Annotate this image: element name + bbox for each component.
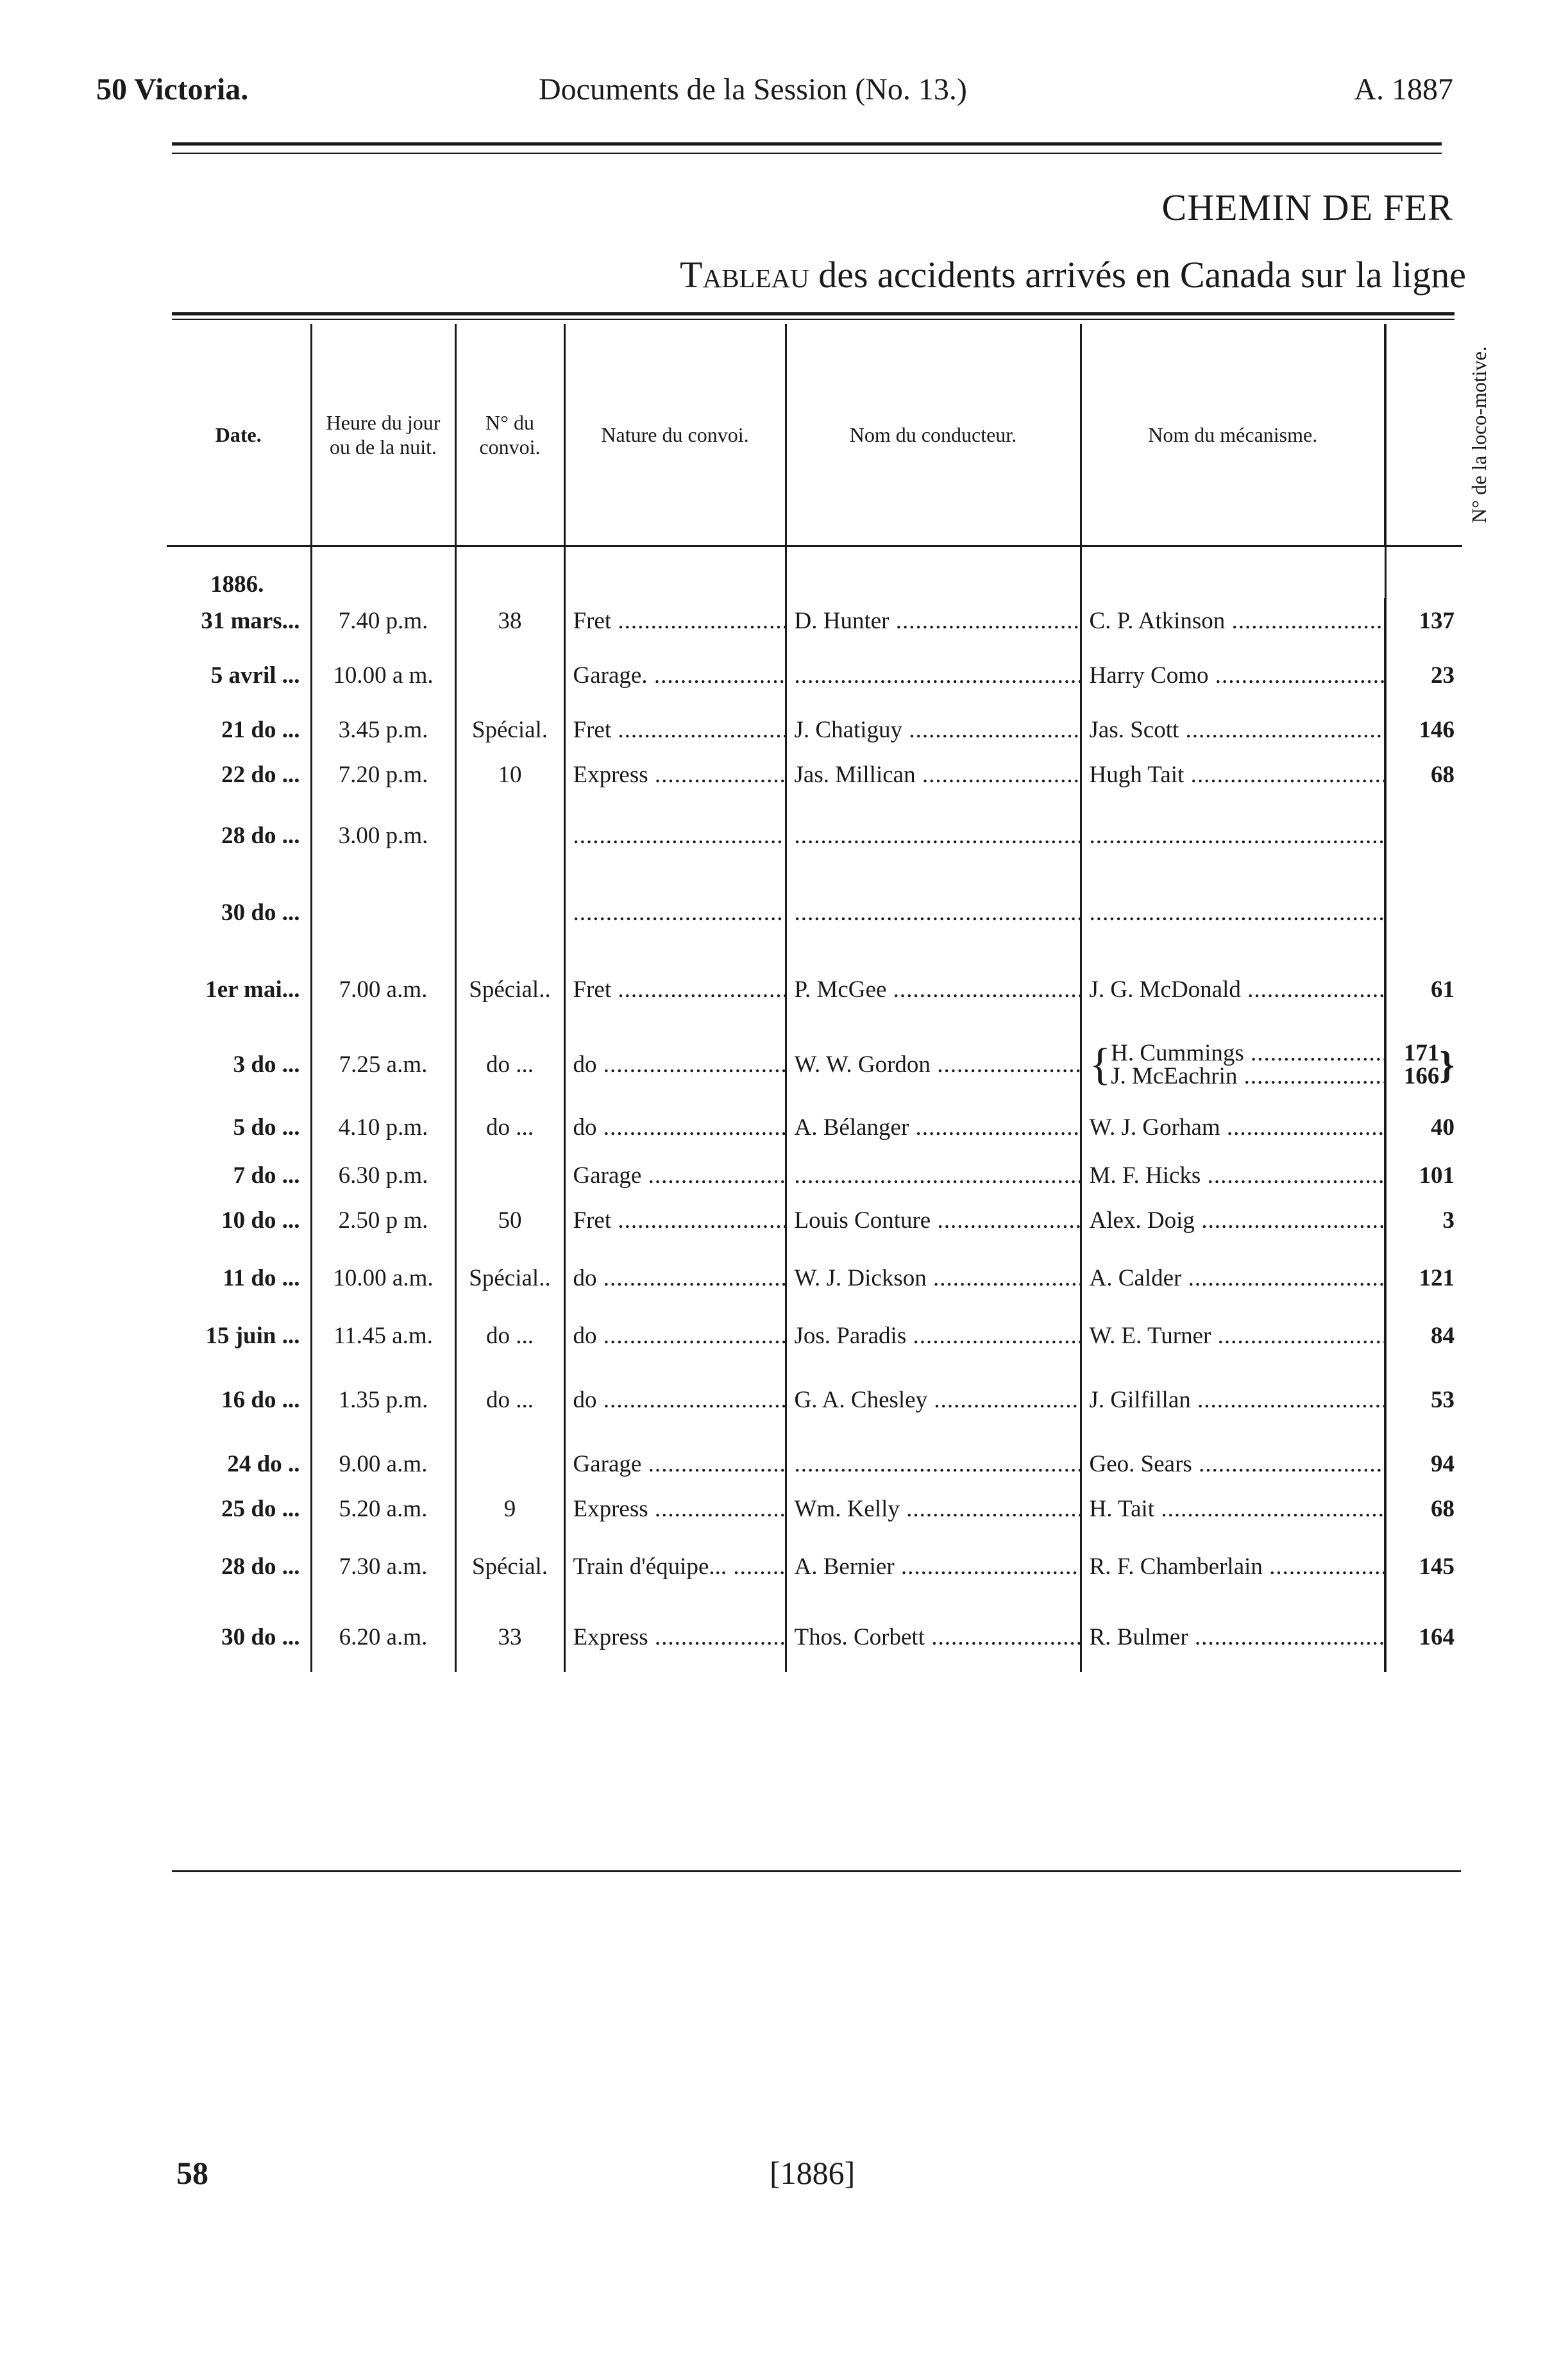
cell-mecanicien	[1081, 1028, 1385, 1102]
cell-nature	[564, 951, 786, 1028]
cell-date-text: 28 do ...	[221, 822, 300, 849]
cell-conducteur	[786, 1243, 1081, 1313]
cell-date	[167, 797, 311, 874]
accidents-table	[167, 324, 1490, 1672]
cell-conducteur-text: Louis Conture	[794, 1207, 931, 1234]
cell-loco	[1385, 1441, 1462, 1486]
cell-date-text: 30 do ...	[221, 899, 300, 926]
cell-mecanicien-text: Jas. Scott	[1089, 716, 1179, 743]
table-row	[167, 874, 1462, 951]
cell-loco	[1385, 951, 1462, 1028]
cell-heure	[311, 1602, 455, 1672]
cell-nature-text: Fret	[573, 1207, 612, 1234]
cell-loco	[1385, 1153, 1462, 1198]
cell-heure	[311, 797, 455, 874]
table-row	[167, 1313, 1462, 1358]
cell-mecanicien-text: W. J. Gorham	[1089, 1114, 1220, 1141]
cell-heure	[311, 1486, 455, 1531]
cell-mecanicien-text: J. McEachrin	[1111, 1062, 1238, 1089]
cell-date-text: 28 do ...	[221, 1553, 300, 1580]
cell-loco-text: 101	[1419, 1162, 1454, 1189]
header-rule-bottom	[172, 153, 1442, 154]
cell-loco	[1385, 874, 1462, 951]
cell-mecanicien	[1081, 951, 1385, 1028]
cell-date	[167, 598, 311, 643]
cell-mecanicien	[1081, 1531, 1385, 1602]
table-row	[167, 951, 1462, 1028]
table-row	[167, 1102, 1462, 1153]
cell-mecanicien-text: J. Gilfillan	[1089, 1386, 1191, 1413]
cell-loco-text: 3	[1442, 1207, 1454, 1234]
cell-heure-text: 7.40 p.m.	[338, 607, 428, 634]
cell-heure	[311, 1358, 455, 1441]
year-row	[167, 546, 1462, 599]
cell-loco	[1385, 1531, 1462, 1602]
cell-heure	[311, 643, 455, 707]
cell-loco	[1385, 707, 1462, 752]
cell-date-text: 5 do ...	[233, 1114, 300, 1141]
cell-nature	[564, 1102, 786, 1153]
cell-date	[167, 1028, 311, 1102]
caption-smallcaps: Tableau	[680, 254, 809, 296]
cell-conducteur	[786, 1198, 1081, 1243]
cell-mecanicien-text: Harry Como	[1089, 662, 1209, 689]
cell-mecanicien-text: R. Bulmer	[1089, 1623, 1188, 1650]
cell-convoi	[455, 951, 564, 1028]
cell-heure-text: 10.00 a.m.	[333, 1264, 434, 1291]
cell-loco-text: 121	[1419, 1264, 1454, 1291]
cell-loco	[1385, 752, 1462, 797]
cell-mecanicien-text: J. G. McDonald	[1089, 976, 1241, 1003]
cell-date	[167, 1486, 311, 1531]
cell-loco	[1385, 1358, 1462, 1441]
cell-loco-text: 68	[1431, 761, 1454, 788]
cell-date	[167, 1102, 311, 1153]
cell-convoi-text: do ...	[486, 1052, 534, 1078]
cell-conducteur-text: W. J. Dickson	[794, 1264, 927, 1291]
cell-date-text: 24 do ..	[227, 1450, 300, 1477]
cell-date	[167, 1602, 311, 1672]
table-row	[167, 707, 1462, 752]
cell-nature-text: do	[573, 1114, 597, 1141]
cell-heure-text: 7.25 a.m.	[339, 1052, 428, 1078]
cell-mecanicien	[1081, 797, 1385, 874]
cell-conducteur	[786, 598, 1081, 643]
cell-date-text: 25 do ...	[221, 1495, 300, 1522]
cell-nature-text: do	[573, 1264, 597, 1291]
cell-date-text: 31 mars...	[201, 607, 300, 634]
cell-loco-text: 94	[1431, 1450, 1454, 1477]
cell-convoi	[455, 874, 564, 951]
cell-heure-text: 7.20 p.m.	[338, 761, 428, 788]
cell-conducteur-text: A. Bernier	[794, 1553, 895, 1580]
col-convoi: N° du convoi.	[455, 324, 564, 546]
cell-mecanicien-text: H. Cummings	[1111, 1039, 1244, 1066]
table-row	[167, 797, 1462, 874]
cell-heure	[311, 707, 455, 752]
cell-loco-text: 166	[1403, 1062, 1440, 1089]
col-mecanicien: Nom du mécanisme.	[1081, 324, 1385, 546]
cell-date-text: 11 do ...	[223, 1264, 300, 1291]
cell-date	[167, 1358, 311, 1441]
cell-date-text: 21 do ...	[221, 716, 300, 743]
cell-heure	[311, 1531, 455, 1602]
cell-heure-text: 9.00 a.m.	[339, 1450, 428, 1477]
cell-heure-text: 2.50 p m.	[338, 1207, 428, 1234]
cell-date	[167, 1198, 311, 1243]
cell-convoi-text: do ...	[486, 1322, 534, 1349]
table-row	[167, 1243, 1462, 1313]
cell-mecanicien	[1081, 707, 1385, 752]
cell-nature	[564, 1198, 786, 1243]
cell-convoi	[455, 1486, 564, 1531]
cell-convoi-text: do ...	[486, 1386, 534, 1413]
col-date: Date.	[167, 324, 311, 546]
cell-mecanicien-text: C. P. Atkinson	[1089, 607, 1226, 634]
cell-date	[167, 1441, 311, 1486]
cell-date-text: 22 do ...	[221, 761, 300, 788]
cell-heure-text: 4.10 p.m.	[338, 1114, 428, 1141]
cell-nature	[564, 1313, 786, 1358]
cell-loco-text: 137	[1419, 607, 1454, 634]
cell-nature-text: Garage	[573, 1450, 642, 1477]
cell-conducteur	[786, 1602, 1081, 1672]
table-row	[167, 1441, 1462, 1486]
cell-heure	[311, 752, 455, 797]
cell-conducteur-text: D. Hunter	[794, 607, 890, 634]
cell-nature-text: Train d'équipe...	[573, 1553, 727, 1580]
cell-convoi	[455, 797, 564, 874]
cell-mecanicien	[1081, 1441, 1385, 1486]
cell-conducteur-text: Jos. Paradis	[794, 1322, 907, 1349]
cell-nature	[564, 874, 786, 951]
cell-loco-text: 145	[1419, 1553, 1454, 1580]
cell-heure-text: 3.45 p.m.	[338, 716, 428, 743]
cell-conducteur	[786, 951, 1081, 1028]
cell-nature-text: do	[573, 1386, 597, 1413]
cell-conducteur-text: P. McGee	[794, 976, 887, 1003]
cell-loco-text: 40	[1431, 1114, 1454, 1141]
cell-heure	[311, 1102, 455, 1153]
cell-date-text: 7 do ...	[233, 1162, 300, 1189]
cell-nature-text: do	[573, 1322, 597, 1349]
cell-date-text: 1er mai...	[205, 976, 300, 1003]
cell-conducteur	[786, 1028, 1081, 1102]
cell-conducteur-text: A. Bélanger	[794, 1114, 909, 1141]
cell-loco	[1385, 598, 1462, 643]
table-row	[167, 1358, 1462, 1441]
cell-convoi	[455, 1243, 564, 1313]
year-label: 1886.	[210, 571, 264, 598]
cell-heure-text: 10.00 a m.	[333, 662, 434, 689]
col-heure: Heure du jour ou de la nuit.	[311, 324, 455, 546]
table-row	[167, 1602, 1462, 1672]
cell-nature-text: Fret	[573, 716, 612, 743]
cell-loco-text: 164	[1419, 1623, 1454, 1650]
cell-date	[167, 643, 311, 707]
cell-convoi	[455, 1531, 564, 1602]
cell-conducteur	[786, 707, 1081, 752]
header-rule-top	[172, 142, 1442, 146]
cell-nature	[564, 643, 786, 707]
cell-mecanicien	[1081, 874, 1385, 951]
cell-convoi	[455, 707, 564, 752]
cell-convoi	[455, 598, 564, 643]
cell-convoi	[455, 1358, 564, 1441]
cell-heure-text: 1.35 p.m.	[338, 1386, 428, 1413]
cell-mecanicien	[1081, 1243, 1385, 1313]
cell-mecanicien	[1081, 598, 1385, 643]
cell-nature	[564, 1153, 786, 1198]
table-rule-bottom	[172, 1870, 1461, 1872]
cell-date	[167, 752, 311, 797]
cell-nature-text: do	[573, 1052, 597, 1078]
cell-heure-text: 6.20 a.m.	[339, 1623, 428, 1650]
cell-mecanicien	[1081, 1198, 1385, 1243]
table-row	[167, 752, 1462, 797]
cell-conducteur	[786, 1358, 1081, 1441]
cell-nature-text: Garage	[573, 1162, 642, 1189]
cell-convoi-text: 38	[498, 607, 522, 634]
cell-loco	[1385, 1198, 1462, 1243]
cell-date-text: 15 juin ...	[205, 1322, 300, 1349]
cell-loco	[1385, 1243, 1462, 1313]
cell-conducteur-text: Thos. Corbett	[794, 1623, 925, 1650]
cell-date	[167, 707, 311, 752]
cell-heure	[311, 1313, 455, 1358]
cell-conducteur	[786, 1102, 1081, 1153]
cell-conducteur	[786, 874, 1081, 951]
cell-convoi-text: 10	[498, 761, 522, 788]
cell-conducteur-text: Jas. Millican	[794, 761, 916, 788]
cell-conducteur-text: J. Chatiguy	[794, 716, 903, 743]
cell-loco-text: 146	[1419, 716, 1454, 743]
footer-year: [1886]	[770, 2155, 856, 2191]
cell-heure	[311, 951, 455, 1028]
cell-mecanicien	[1081, 1313, 1385, 1358]
cell-convoi-text: do ...	[486, 1114, 534, 1141]
cell-convoi	[455, 1441, 564, 1486]
table-row	[167, 1028, 1462, 1102]
header-left: 50 Victoria.	[96, 72, 249, 106]
table-rule-top	[172, 312, 1454, 315]
cell-heure	[311, 1441, 455, 1486]
cell-conducteur-text: Wm. Kelly	[794, 1495, 900, 1522]
col-nature: Nature du convoi.	[564, 324, 786, 546]
cell-loco	[1385, 1602, 1462, 1672]
cell-mecanicien-text: Geo. Sears	[1089, 1450, 1192, 1477]
cell-heure-text: 3.00 p.m.	[338, 822, 428, 849]
table-row	[167, 1153, 1462, 1198]
cell-nature	[564, 1243, 786, 1313]
cell-nature	[564, 1358, 786, 1441]
table-row	[167, 1198, 1462, 1243]
cell-conducteur-text: G. A. Chesley	[794, 1386, 928, 1413]
cell-heure	[311, 598, 455, 643]
cell-nature	[564, 1486, 786, 1531]
col-locomotive-label: N° de la loco-motive.	[1467, 346, 1490, 523]
header-right: A. 1887	[1354, 72, 1453, 106]
cell-nature	[564, 797, 786, 874]
cell-loco-text: 61	[1431, 976, 1454, 1003]
cell-mecanicien	[1081, 1102, 1385, 1153]
cell-convoi	[455, 1102, 564, 1153]
cell-conducteur	[786, 1153, 1081, 1198]
cell-loco	[1385, 1486, 1462, 1531]
cell-mecanicien-text: H. Tait	[1089, 1495, 1155, 1522]
cell-convoi-text: 33	[498, 1623, 522, 1650]
cell-date	[167, 951, 311, 1028]
cell-mecanicien-text: Hugh Tait	[1089, 761, 1185, 788]
cell-heure-text: 7.30 a.m.	[339, 1553, 428, 1580]
brace-right: }	[1439, 1043, 1454, 1086]
cell-conducteur	[786, 1486, 1081, 1531]
cell-loco	[1385, 1028, 1462, 1102]
cell-loco	[1385, 643, 1462, 707]
cell-mecanicien-text: M. F. Hicks	[1089, 1162, 1201, 1189]
cell-nature	[564, 1441, 786, 1486]
cell-nature	[564, 707, 786, 752]
cell-nature-text: Fret	[573, 607, 612, 634]
cell-date-text: 3 do ...	[233, 1052, 300, 1078]
cell-mecanicien	[1081, 1153, 1385, 1198]
cell-mecanicien	[1081, 643, 1385, 707]
cell-convoi	[455, 1602, 564, 1672]
cell-nature	[564, 752, 786, 797]
table-header-row	[167, 324, 1462, 546]
cell-mecanicien-text: R. F. Chamberlain	[1089, 1553, 1263, 1580]
cell-mecanicien-text: W. E. Turner	[1089, 1322, 1211, 1349]
cell-date-text: 30 do ...	[221, 1623, 300, 1650]
col-conducteur: Nom du conducteur.	[786, 324, 1081, 546]
table-rule-top-thin	[172, 319, 1454, 320]
cell-date	[167, 1243, 311, 1313]
cell-nature	[564, 1531, 786, 1602]
cell-conducteur	[786, 1441, 1081, 1486]
cell-nature-text: Express	[573, 1623, 648, 1650]
cell-conducteur	[786, 643, 1081, 707]
cell-loco	[1385, 797, 1462, 874]
cell-mecanicien-text: A. Calder	[1089, 1264, 1182, 1291]
cell-heure-text: 7.00 a.m.	[339, 976, 428, 1003]
cell-date	[167, 1531, 311, 1602]
cell-convoi	[455, 1198, 564, 1243]
page-number: 58	[176, 2155, 208, 2191]
cell-convoi-text: 9	[503, 1495, 516, 1522]
cell-loco-text: 171	[1403, 1039, 1440, 1066]
cell-nature-text: Garage.	[573, 662, 648, 689]
cell-mecanicien	[1081, 1486, 1385, 1531]
cell-mecanicien	[1081, 752, 1385, 797]
cell-nature-text: Express	[573, 1495, 648, 1522]
caption-rest: des accidents arrivés en Canada sur la ligne	[818, 254, 1466, 296]
cell-mecanicien	[1081, 1602, 1385, 1672]
cell-convoi-text: Spécial.	[471, 716, 548, 743]
cell-convoi-text: Spécial.	[471, 1553, 548, 1580]
cell-loco-text: 23	[1431, 662, 1454, 689]
cell-heure	[311, 874, 455, 951]
cell-date	[167, 874, 311, 951]
cell-loco-text: 84	[1431, 1322, 1454, 1349]
table-row	[167, 598, 1462, 643]
cell-convoi-text: Spécial..	[469, 976, 551, 1003]
cell-heure-text: 5.20 a.m.	[339, 1495, 428, 1522]
cell-conducteur	[786, 797, 1081, 874]
cell-date	[167, 1153, 311, 1198]
cell-heure-text: 6.30 p.m.	[338, 1162, 428, 1189]
cell-mecanicien	[1081, 1358, 1385, 1441]
cell-date-text: 10 do ...	[221, 1207, 300, 1234]
cell-nature-text: Fret	[573, 976, 612, 1003]
cell-convoi	[455, 752, 564, 797]
cell-heure	[311, 1198, 455, 1243]
cell-date-text: 16 do ...	[221, 1386, 300, 1413]
cell-date	[167, 1313, 311, 1358]
cell-loco-text: 53	[1431, 1386, 1454, 1413]
cell-convoi	[455, 1153, 564, 1198]
cell-nature	[564, 1602, 786, 1672]
cell-conducteur	[786, 1531, 1081, 1602]
cell-mecanicien-text: Alex. Doig	[1089, 1207, 1195, 1234]
cell-conducteur	[786, 752, 1081, 797]
cell-date-text: 5 avril ...	[210, 662, 300, 689]
cell-nature	[564, 1028, 786, 1102]
cell-nature	[564, 598, 786, 643]
cell-heure	[311, 1243, 455, 1313]
cell-heure	[311, 1153, 455, 1198]
table-row	[167, 1531, 1462, 1602]
cell-convoi-text: Spécial..	[469, 1264, 551, 1291]
cell-nature-text: Express	[573, 761, 648, 788]
section-title: CHEMIN DE FER	[1161, 187, 1453, 228]
cell-heure-text: 11.45 a.m.	[333, 1322, 433, 1349]
cell-loco-text: 68	[1431, 1495, 1454, 1522]
cell-loco	[1385, 1313, 1462, 1358]
header-center: Documents de la Session (No. 13.)	[539, 72, 967, 106]
brace-left: {	[1089, 1039, 1111, 1089]
cell-convoi	[455, 1028, 564, 1102]
cell-conducteur-text: W. W. Gordon	[794, 1052, 931, 1078]
cell-conducteur	[786, 1313, 1081, 1358]
cell-convoi-text: 50	[498, 1207, 522, 1234]
table-row	[167, 643, 1462, 707]
cell-convoi	[455, 643, 564, 707]
cell-loco	[1385, 1102, 1462, 1153]
col-locomotive	[1385, 324, 1490, 546]
table-caption	[680, 253, 1466, 296]
cell-heure	[311, 1028, 455, 1102]
table-row	[167, 1486, 1462, 1531]
cell-convoi	[455, 1313, 564, 1358]
